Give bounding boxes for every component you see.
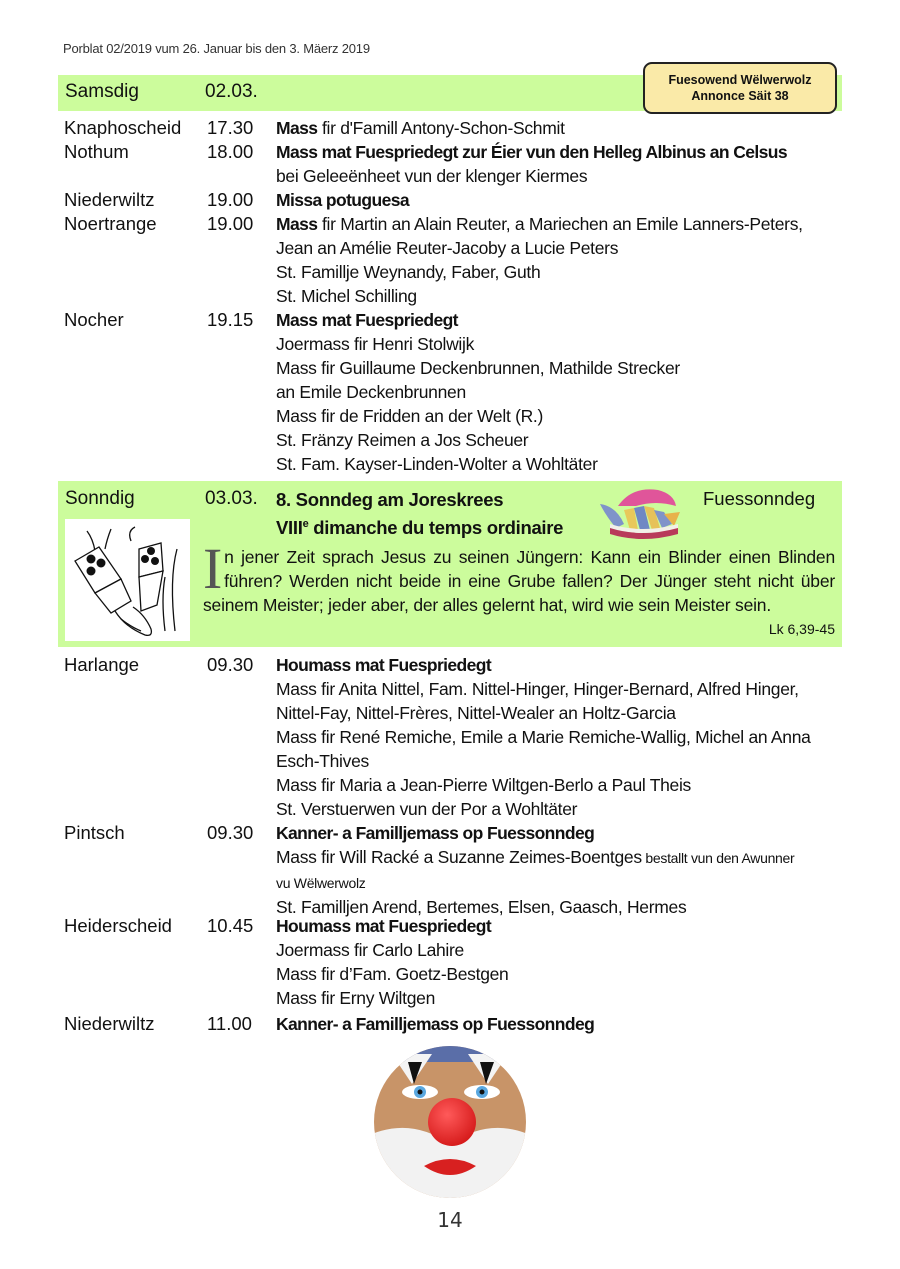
entry-line <box>276 188 836 212</box>
hands-icon <box>65 519 190 641</box>
entry-line <box>276 116 836 140</box>
entry-lines <box>276 1012 836 1036</box>
entry-line <box>276 653 836 677</box>
mass-intention: Mass fir de Fridden an der Welt (R.) <box>276 406 544 426</box>
mass-intention: Mass fir Erny Wiltgen <box>276 988 436 1008</box>
mass-intention: St. Famillje Weynandy, Faber, Guth <box>276 262 541 282</box>
entry-line <box>276 284 836 308</box>
mass-type: Kanner- a Familljemass op Fuessonndeg <box>276 1014 595 1034</box>
entry-line <box>276 356 836 380</box>
entry-place: Heiderscheid <box>64 915 172 936</box>
entry-lines <box>276 914 836 1010</box>
sunday-title-fr <box>276 512 563 540</box>
title-roman: VIII <box>276 517 303 539</box>
entry-line <box>276 260 836 284</box>
entry-line <box>276 797 836 821</box>
entry-line <box>276 701 836 725</box>
sunday-title-lux: 8. Sonndeg am Joreskrees <box>276 489 504 510</box>
mass-intention: Mass fir Maria a Jean-Pierre Wiltgen-Berlo a Paul Theis <box>276 775 692 795</box>
entry-line <box>276 1012 836 1036</box>
entry-place: Niederwiltz <box>64 1013 155 1034</box>
mass-type: Houmass mat Fuespriedegt <box>276 916 492 936</box>
entry-line <box>276 404 836 428</box>
gospel-text <box>203 536 835 617</box>
entry-place: Pintsch <box>64 822 125 843</box>
mass-type: Houmass mat Fuespriedegt <box>276 655 492 675</box>
entry-line <box>276 986 836 1010</box>
entry-line <box>276 914 836 938</box>
page-number: 14 <box>437 1208 463 1232</box>
entry-line <box>276 962 836 986</box>
mass-note: bestallt vun den Awunner <box>641 850 795 866</box>
entry-line <box>276 380 836 404</box>
saturday-date: 02.03. <box>205 81 258 102</box>
mass-type: Mass mat Fuespriedegt zur Éier vun den Helleg Albinus an Celsus <box>276 142 787 162</box>
feast-label: Fuessonndeg <box>703 488 816 509</box>
mass-intention: Mass fir Will Racké a Suzanne Zeimes-Boentges <box>276 847 642 867</box>
entry-place: Nothum <box>64 141 129 162</box>
entry-line <box>276 212 836 236</box>
entry-place: Knaphoscheid <box>64 117 182 138</box>
gospel-reference: Lk 6,39-45 <box>768 621 835 637</box>
mass-intention: St. Verstuerwen vun der Por a Wohltäter <box>276 799 578 819</box>
mass-intention: St. Familljen Arend, Bertemes, Elsen, Gaasch, Hermes <box>276 897 687 917</box>
title-rest: dimanche du temps ordinaire <box>308 517 564 539</box>
ad-line1: Fuesowend Wëlwerwolz <box>668 73 812 87</box>
entry-time: 19.00 <box>207 189 254 210</box>
gospel-dropcap: I <box>203 536 223 601</box>
mass-intention: Mass fir René Remiche, Emile a Marie Remiche-Wallig, Michel an Anna <box>276 727 811 747</box>
clown-face-image <box>372 1044 528 1200</box>
gospel-body: n jener Zeit sprach Jesus zu seinen Jüngern: Kann ein Blinder einen Blinden führen? Werden nicht beide in eine Grube fallen? Der Jünger steht nicht über seinem Meister; jeder aber, der alles gelernt hat, wird wie sein Meister sein. <box>203 547 835 615</box>
mass-intention: Joermass fir Henri Stolwijk <box>276 334 475 354</box>
entry-place: Nocher <box>64 309 124 330</box>
mass-type: Missa potuguesa <box>276 190 409 210</box>
entry-lines <box>276 188 836 212</box>
mass-intention: Nittel-Fay, Nittel-Frères, Nittel-Wealer an Holtz-Garcia <box>276 703 676 723</box>
entry-line <box>276 677 836 701</box>
entry-place: Niederwiltz <box>64 189 155 210</box>
entry-line <box>276 938 836 962</box>
ad-line2: Annonce Säit 38 <box>691 89 789 103</box>
entry-lines <box>276 308 836 476</box>
entry-line <box>276 870 836 895</box>
mass-intention: Esch-Thives <box>276 751 369 771</box>
mass-intention: Mass fir d’Fam. Goetz-Bestgen <box>276 964 509 984</box>
saturday-day: Samsdig <box>65 81 139 102</box>
entry-lines <box>276 212 836 308</box>
entry-line <box>276 452 836 476</box>
entry-lines <box>276 116 836 140</box>
entry-time: 09.30 <box>207 654 254 675</box>
title-sup: e <box>302 518 309 530</box>
entry-time: 17.30 <box>207 117 254 138</box>
hands-illustration <box>65 519 190 641</box>
entry-line <box>276 428 836 452</box>
entry-time: 09.30 <box>207 822 254 843</box>
entry-time: 10.45 <box>207 915 254 936</box>
entry-line <box>276 308 836 332</box>
mass-note: vu Wëlwerwolz <box>276 875 366 891</box>
mass-intention: an Emile Deckenbrunnen <box>276 382 466 402</box>
mass-intention: fir d'Famill Antony-Schon-Schmit <box>317 118 565 138</box>
mass-intention: St. Fam. Kayser-Linden-Wolter a Wohltäter <box>276 454 598 474</box>
mass-intention: Mass fir Anita Nittel, Fam. Nittel-Hinger, Hinger-Bernard, Alfred Hinger, <box>276 679 799 699</box>
entry-line <box>276 164 836 188</box>
entry-line <box>276 773 836 797</box>
entry-line <box>276 725 836 749</box>
page-header: Porblat 02/2019 vum 26. Januar bis den 3. Mäerz 2019 <box>63 41 370 56</box>
entry-lines <box>276 653 836 821</box>
entry-time: 11.00 <box>207 1013 252 1034</box>
mass-intention: bei Geleeënheet vun der klenger Kiermes <box>276 166 588 186</box>
sunday-title <box>276 488 563 540</box>
entry-lines <box>276 821 836 919</box>
entry-line <box>276 236 836 260</box>
mass-intention: fir Martin an Alain Reuter, a Mariechen an Emile Lanners-Peters, <box>317 214 803 234</box>
mass-intention: Jean an Amélie Reuter-Jacoby a Lucie Peters <box>276 238 619 258</box>
entry-time: 19.15 <box>207 309 254 330</box>
entry-time: 19.00 <box>207 213 254 234</box>
mass-intention: St. Fränzy Reimen a Jos Scheuer <box>276 430 529 450</box>
entry-line <box>276 140 836 164</box>
entry-line <box>276 749 836 773</box>
entry-line <box>276 332 836 356</box>
entry-line <box>276 845 836 870</box>
sunday-date: 03.03. <box>205 488 258 509</box>
ad-box <box>643 62 837 114</box>
entry-place: Harlange <box>64 654 140 675</box>
mass-intention: Mass fir Guillaume Deckenbrunnen, Mathilde Strecker <box>276 358 680 378</box>
entry-line <box>276 821 836 845</box>
mass-type: Mass <box>276 214 318 234</box>
entry-place: Noertrange <box>64 213 157 234</box>
entry-time: 18.00 <box>207 141 254 162</box>
mass-intention: Joermass fir Carlo Lahire <box>276 940 464 960</box>
jester-hat-image <box>596 484 688 540</box>
mass-type: Mass mat Fuespriedegt <box>276 310 458 330</box>
sunday-day: Sonndig <box>65 488 135 509</box>
mass-intention: St. Michel Schilling <box>276 286 417 306</box>
entry-lines <box>276 140 836 188</box>
mass-type: Mass <box>276 118 318 138</box>
mass-type: Kanner- a Familljemass op Fuessonndeg <box>276 823 595 843</box>
